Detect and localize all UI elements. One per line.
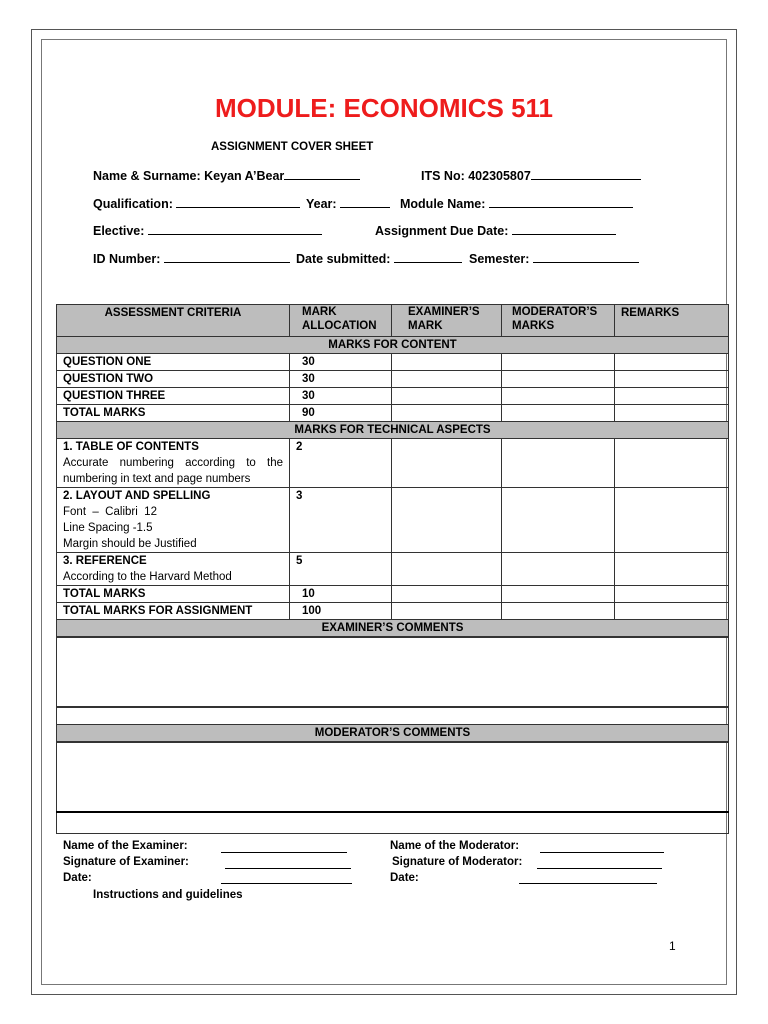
due-date-field [375,222,616,238]
row-mark: 90 [290,405,392,422]
examiner-name-label: Name of the Examiner: [63,840,188,852]
year-label: Year: [306,197,337,211]
spacer-cell [57,707,729,725]
name-field [93,167,360,183]
table-row [57,354,729,371]
date-submitted-underline [394,250,462,263]
spacer-row [57,812,729,834]
table-row [57,553,729,586]
qualification-label: Qualification: [93,197,173,211]
table-header-row [57,305,729,337]
criterion-title: 2. LAYOUT AND SPELLING [63,490,211,502]
its-underline [531,167,641,180]
due-date-label: Assignment Due Date: [375,224,509,238]
moderator-comments-box[interactable] [57,742,729,812]
moderator-cell[interactable] [502,354,615,371]
its-label: ITS No: 402305807 [421,169,531,183]
criteria-header: ASSESSMENT CRITERIA [57,305,290,337]
date-submitted-label: Date submitted: [296,252,391,266]
criterion-cell [57,439,290,488]
technical-section-label: MARKS FOR TECHNICAL ASPECTS [57,422,729,439]
criterion-detail: Line Spacing -1.5 [63,522,153,534]
elective-label: Elective: [93,224,145,238]
elective-underline [148,222,322,235]
moderator-date-label: Date: [390,872,419,884]
moderator-cell[interactable] [502,603,615,620]
row-label: QUESTION TWO [57,371,290,388]
examiner-cell[interactable] [392,388,502,405]
row-mark: 100 [290,603,392,620]
its-field [421,167,641,183]
examiner-cell[interactable] [392,405,502,422]
instructions-heading: Instructions and guidelines [93,889,243,901]
criterion-detail: Font – Calibri 12 [63,506,157,518]
moderator-cell[interactable] [502,586,615,603]
moderator-cell[interactable] [502,405,615,422]
moderator-name-line[interactable] [540,852,664,853]
examiner-comments-box[interactable] [57,637,729,707]
remarks-cell[interactable] [615,405,729,422]
year-field [306,195,390,211]
examiner-cell[interactable] [392,488,502,553]
id-number-field [93,250,290,266]
mark-allocation-header: MARK ALLOCATION [290,305,392,337]
page-number: 1 [669,939,676,953]
moderator-name-label: Name of the Moderator: [390,840,520,852]
examiner-cell[interactable] [392,603,502,620]
examiner-signature-label: Signature of Examiner: [63,856,189,868]
spacer-cell [57,812,729,834]
examiner-signature-line[interactable] [225,868,351,869]
due-date-underline [512,222,616,235]
remarks-cell[interactable] [615,354,729,371]
row-mark: 30 [290,371,392,388]
spacer-row [57,707,729,725]
row-mark: 30 [290,388,392,405]
qualification-field [93,195,300,211]
row-mark: 10 [290,586,392,603]
row-mark: 2 [290,439,392,488]
criterion-title: 3. REFERENCE [63,555,147,567]
row-label: TOTAL MARKS [57,405,290,422]
examiner-comments-label: EXAMINER’S COMMENTS [57,620,729,638]
criterion-cell [57,488,290,553]
moderator-signature-label: Signature of Moderator: [392,856,523,868]
id-number-label: ID Number: [93,252,161,266]
criterion-detail: Accurate numbering according to the numbering in text and page numbers [63,457,283,485]
examiner-cell[interactable] [392,553,502,586]
criterion-detail: According to the Harvard Method [63,571,232,583]
marks-table [56,304,729,834]
moderator-cell[interactable] [502,371,615,388]
moderator-marks-header: MODERATOR’S MARKS [502,305,615,337]
semester-label: Semester: [469,252,530,266]
content-section-row [57,337,729,354]
examiner-date-label: Date: [63,872,92,884]
remarks-cell[interactable] [615,488,729,553]
table-row [57,371,729,388]
table-row [57,439,729,488]
row-label: QUESTION THREE [57,388,290,405]
module-name-underline [489,195,633,208]
row-mark: 3 [290,488,392,553]
moderator-cell[interactable] [502,488,615,553]
table-row [57,388,729,405]
moderator-cell[interactable] [502,553,615,586]
moderator-cell[interactable] [502,388,615,405]
date-submitted-field [296,250,462,266]
examiner-name-line[interactable] [221,852,347,853]
module-name-field [400,195,633,211]
semester-underline [533,250,639,263]
table-row [57,405,729,422]
content-section-label: MARKS FOR CONTENT [57,337,729,354]
criterion-title: 1. TABLE OF CONTENTS [63,441,199,453]
moderator-comments-header-row [57,725,729,743]
page-title: MODULE: ECONOMICS 511 [214,93,554,123]
table-row [57,586,729,603]
criterion-detail: Margin should be Justified [63,538,197,550]
table-row [57,488,729,553]
semester-field [469,250,639,266]
remarks-cell[interactable] [615,388,729,405]
remarks-cell[interactable] [615,439,729,488]
technical-section-row [57,422,729,439]
module-name-label: Module Name: [400,197,486,211]
moderator-cell[interactable] [502,439,615,488]
examiner-comments-row [57,637,729,707]
qualification-underline [176,195,300,208]
row-label: QUESTION ONE [57,354,290,371]
examiner-cell[interactable] [392,371,502,388]
examiner-cell[interactable] [392,586,502,603]
name-underline [284,167,360,180]
moderator-signature-line[interactable] [537,868,662,869]
examiner-date-line[interactable] [221,883,352,884]
row-label: TOTAL MARKS [57,586,290,603]
examiner-cell[interactable] [392,354,502,371]
row-label: TOTAL MARKS FOR ASSIGNMENT [57,603,290,620]
examiner-cell[interactable] [392,439,502,488]
row-mark: 5 [290,553,392,586]
remarks-cell[interactable] [615,586,729,603]
table-row [57,603,729,620]
year-underline [340,195,390,208]
examiner-mark-header: EXAMINER’S MARK [392,305,502,337]
moderator-date-line[interactable] [519,883,657,884]
examiner-comments-header-row [57,620,729,638]
row-mark: 30 [290,354,392,371]
remarks-header: REMARKS [615,305,729,337]
remarks-cell[interactable] [615,553,729,586]
id-number-underline [164,250,290,263]
remarks-cell[interactable] [615,603,729,620]
elective-field [93,222,322,238]
criterion-cell [57,553,290,586]
subtitle: ASSIGNMENT COVER SHEET [211,141,374,153]
moderator-comments-row [57,742,729,812]
remarks-cell[interactable] [615,371,729,388]
name-label: Name & Surname: Keyan A’Bear [93,169,285,183]
moderator-comments-label: MODERATOR’S COMMENTS [57,725,729,743]
